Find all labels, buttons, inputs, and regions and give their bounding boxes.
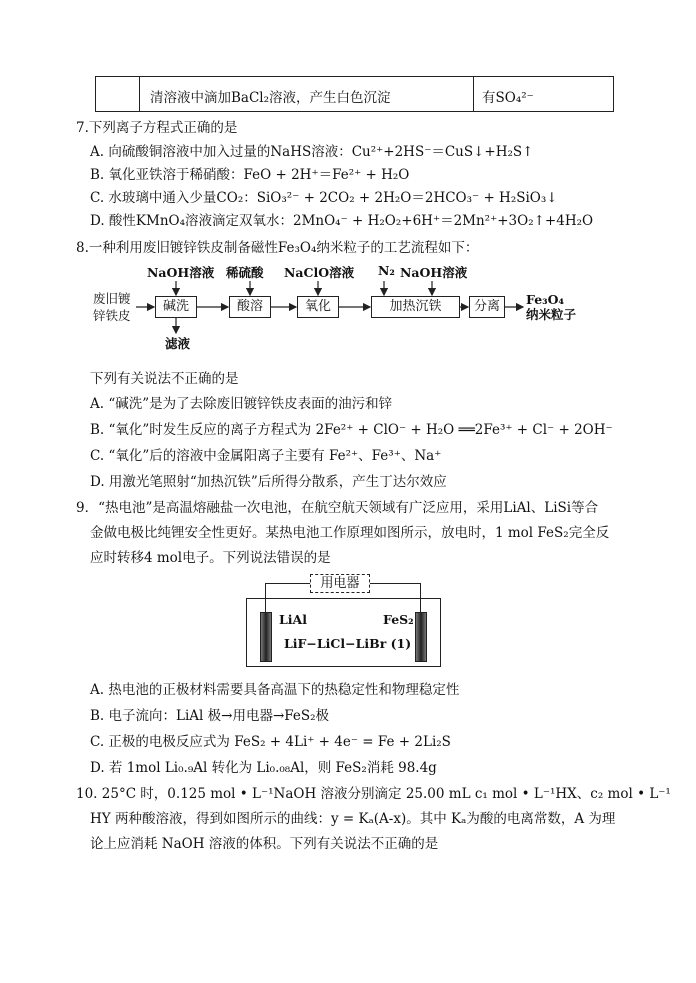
q8-option-b: B. “氧化”时发生反应的离子方程式为 2Fe²⁺ + ClO⁻ + H₂O ══2Fe³⁺ + Cl⁻ + 2OH⁻ — [90, 422, 613, 438]
right-electrode — [415, 612, 427, 662]
step-oxidation: 氧化 — [297, 296, 339, 318]
q9-stem-line3: 应时转移4 mol电子。下列说法错误的是 — [90, 550, 331, 566]
q8-sub-stem: 下列有关说法不正确的是 — [90, 371, 239, 387]
q7-stem: 7.下列离子方程式正确的是 — [76, 120, 238, 136]
start-material-line2: 锌铁皮 — [93, 308, 131, 323]
electrical-load: 用电器 — [310, 574, 370, 593]
q9-option-a: A. 热电池的正极材料需要具备高温下的热稳定性和物理稳定性 — [90, 682, 460, 698]
reagent-naclo: NaClO溶液 — [284, 265, 355, 280]
q9-option-c: C. 正极的电极反应式为 FeS₂ + 4Li⁺ + 4e⁻ = Fe + 2Li₂S — [90, 734, 451, 750]
table-cell-operation: 清溶液中滴加BaCl₂溶液，产生白色沉淀 — [150, 90, 391, 106]
q8-option-a: A. “碱洗”是为了去除废旧镀锌铁皮表面的油污和锌 — [90, 396, 393, 412]
reagent-n2: N₂ — [378, 263, 395, 278]
q7-option-b: B. 氧化亚铁溶于稀硝酸：FeO + 2H⁺＝Fe²⁺ + H₂O — [90, 167, 410, 183]
table-cell-conclusion: 有SO₄²⁻ — [482, 90, 534, 106]
product-line1: Fe₃O₄ — [526, 292, 564, 307]
product-line2: 纳米粒子 — [526, 307, 577, 322]
q10-stem-line1: 10. 25°C 时，0.125 mol • L⁻¹NaOH 溶液分别滴定 25.00 mL c₁ mol • L⁻¹HX、c₂ mol • L⁻¹ — [76, 786, 671, 802]
q9-option-b: B. 电子流向：LiAl 极→用电器→FeS₂极 — [90, 708, 330, 724]
label-electrolyte: LiF−LiCl−LiBr (1) — [284, 636, 412, 651]
reagent-naoh-2: NaOH溶液 — [400, 265, 468, 280]
label-lial: LiAl — [279, 612, 307, 627]
step-heat-precipitate: 加热沉铁 — [371, 296, 460, 318]
flowchart-arrows — [0, 0, 696, 360]
label-fes2: FeS₂ — [383, 612, 414, 627]
byproduct-filtrate: 滤液 — [165, 336, 191, 351]
q10-stem-line2: HY 两种酸溶液，得到如图所示的曲线：y = Kₐ(A-x)。其中 Kₐ为酸的电离常数，A 为理 — [90, 811, 616, 827]
step-acid-dissolve: 酸溶 — [229, 296, 271, 318]
step-separation: 分离 — [469, 296, 505, 318]
reagent-dilute-h2so4: 稀硫酸 — [226, 265, 264, 280]
q9-stem-line1: 9．“热电池”是高温熔融盐一次电池，在航空航天领域有广泛应用，采用LiAl、LiSi等合 — [76, 500, 599, 516]
q7-option-a: A. 向硫酸铜溶液中加入过量的NaHS溶液：Cu²⁺+2HS⁻＝CuS↓+H₂S↑ — [90, 144, 534, 160]
q7-option-d: D. 酸性KMnO₄溶液滴定双氧水：2MnO₄⁻ + H₂O₂+6H⁺＝2Mn²⁺+3O₂↑+4H₂O — [90, 213, 594, 229]
q9-option-d: D. 若 1mol Li₀.₉Al 转化为 Li₀.₀₈Al，则 FeS₂消耗 98.4g — [90, 760, 437, 776]
q8-stem: 8.一种利用废旧镀锌铁皮制备磁性Fe₃O₄纳米粒子的工艺流程如下： — [76, 240, 479, 256]
q8-option-c: C. “氧化”后的溶液中金属阳离子主要有 Fe²⁺、Fe³⁺、Na⁺ — [90, 448, 442, 464]
q8-option-d: D. 用激光笔照射“加热沉铁”后所得分散系，产生丁达尔效应 — [90, 474, 447, 490]
q10-stem-line3: 论上应消耗 NaOH 溶液的体积。下列有关说法不正确的是 — [90, 836, 439, 852]
reagent-naoh-1: NaOH溶液 — [147, 265, 215, 280]
q7-option-c: C. 水玻璃中通入少量CO₂：SiO₃²⁻ + 2CO₂ + 2H₂O＝2HCO₃⁻ + H₂SiO₃↓ — [90, 190, 558, 206]
left-electrode — [260, 612, 272, 662]
q9-stem-line2: 金做电极比纯锂安全性更好。某热电池工作原理如图所示，放电时，1 mol FeS₂完全反 — [90, 525, 610, 541]
step-alkali-wash: 碱洗 — [155, 296, 197, 318]
battery-container — [246, 598, 441, 667]
start-material-line1: 废旧镀 — [93, 291, 131, 306]
